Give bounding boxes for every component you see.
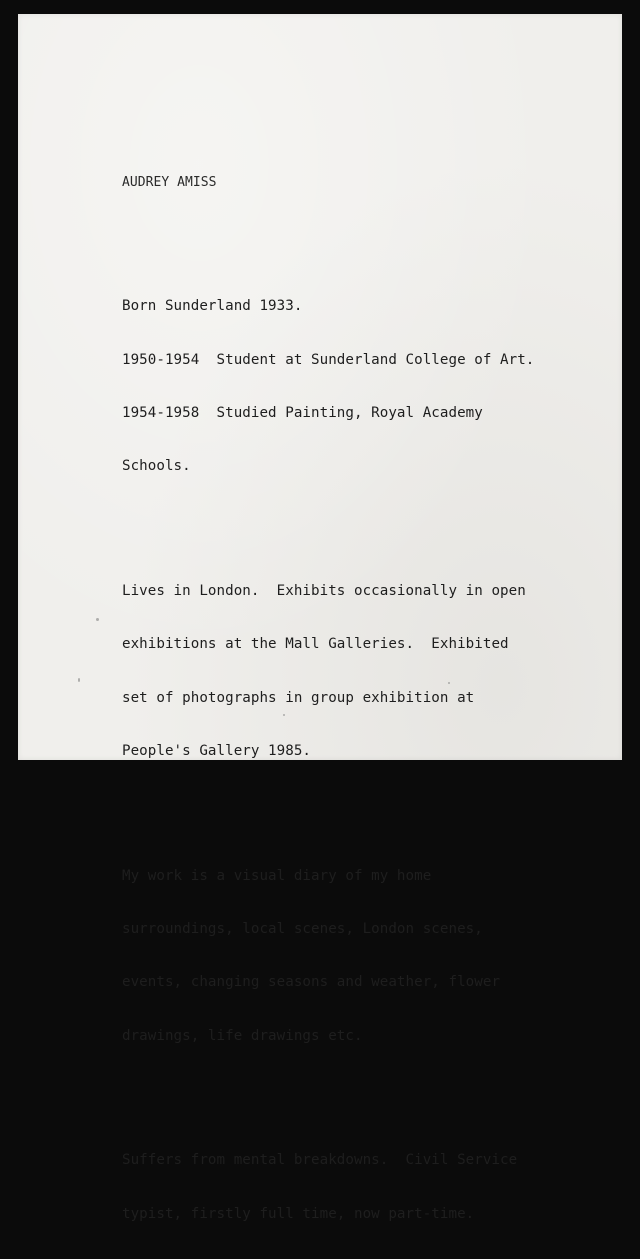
paper-speck <box>448 682 450 684</box>
exhibition-line: set of photographs in group exhibition at <box>122 689 475 706</box>
personal-line: typist, firstly full time, now part-time. <box>122 1205 475 1222</box>
paper-speck <box>78 678 80 682</box>
paper-speck <box>283 714 285 716</box>
paper-speck <box>96 618 99 621</box>
exhibition-line: exhibitions at the Mall Galleries. Exhibited <box>122 636 509 653</box>
paragraph-gap <box>122 1081 534 1099</box>
paragraph-gap <box>122 227 534 245</box>
exhibition-line: People's Gallery 1985. <box>122 743 312 760</box>
statement-line: events, changing seasons and weather, flower <box>122 974 501 991</box>
document-heading: AUDREY AMISS <box>122 174 217 190</box>
paper-sheet <box>18 14 622 1222</box>
typewritten-text <box>122 138 534 1259</box>
statement-line: surroundings, local scenes, London scenes, <box>122 921 483 938</box>
bio-line: 1954-1958 Studied Painting, Royal Academy <box>122 404 483 421</box>
statement-line: drawings, life drawings etc. <box>122 1027 363 1044</box>
statement-line: My work is a visual diary of my home <box>122 867 432 884</box>
paragraph-gap <box>122 512 534 530</box>
personal-line: Suffers from mental breakdowns. Civil Service <box>122 1152 518 1169</box>
paragraph-gap <box>122 796 534 814</box>
bio-line: Schools. <box>122 458 191 475</box>
bio-line: 1950-1954 Student at Sunderland College of Art. <box>122 351 535 368</box>
bio-line: Born Sunderland 1933. <box>122 298 303 315</box>
exhibition-line: Lives in London. Exhibits occasionally in open <box>122 582 526 599</box>
